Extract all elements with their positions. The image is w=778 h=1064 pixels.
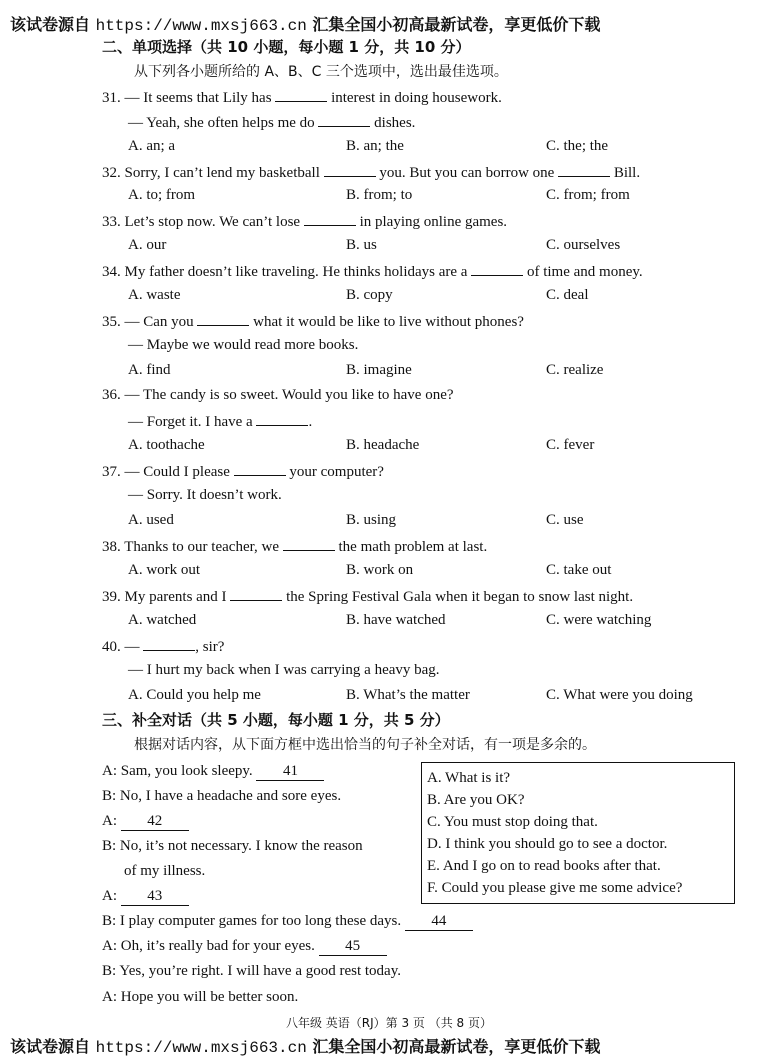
- question-text: of time and money.: [526, 264, 643, 280]
- blank-45: 45: [319, 937, 387, 956]
- top-watermark: [10, 12, 600, 35]
- question-text: Sorry, I can’t lend my basketball: [124, 165, 320, 181]
- dialogue-line-9: B: Yes, you’re right. I will have a good rest today.: [102, 963, 401, 979]
- question-text: —: [124, 639, 140, 655]
- question-text: — Could I please: [124, 464, 230, 480]
- question-text: Thanks to our teacher, we: [124, 539, 279, 555]
- answer-blank: [318, 112, 370, 127]
- question-38-line1: [102, 536, 487, 556]
- question-text: what it would be like to live without phones?: [253, 314, 524, 330]
- question-36-line2: [128, 411, 312, 431]
- option-c: C. were watching: [546, 612, 652, 628]
- question-number: 36.: [102, 387, 121, 403]
- question-text: the math problem at last.: [338, 539, 488, 555]
- answer-blank: [283, 536, 335, 551]
- question-number: 31.: [102, 90, 121, 106]
- option-c: C. use: [546, 512, 584, 528]
- dialogue-text: A:: [102, 888, 117, 904]
- section3-title: 三、补全对话（共 5 小题，每小题 1 分，共 5 分）: [102, 711, 450, 729]
- question-40-line1: [102, 636, 224, 656]
- option-b: B. have watched: [346, 612, 446, 628]
- answer-blank: [197, 311, 249, 326]
- question-text: .: [308, 414, 313, 430]
- answer-blank: [471, 261, 523, 276]
- box-option-c: C. You must stop doing that.: [427, 814, 598, 830]
- blank-44: 44: [405, 912, 473, 931]
- question-text: interest in doing housework.: [331, 90, 502, 106]
- question-text: Bill.: [613, 165, 641, 181]
- dialogue-line-3: [102, 812, 189, 831]
- option-a: A. our: [128, 237, 167, 253]
- question-text: you. But you can borrow one: [379, 165, 555, 181]
- dialogue-text: A: Sam, you look sleepy.: [102, 763, 253, 779]
- option-b: B. copy: [346, 287, 393, 303]
- option-a: A. used: [128, 512, 174, 528]
- question-text: , sir?: [195, 639, 225, 655]
- question-text: your computer?: [289, 464, 384, 480]
- option-c: C. from; from: [546, 187, 630, 203]
- dialogue-text: A: Oh, it’s really bad for your eyes.: [102, 938, 315, 954]
- watermark-suffix: 汇集全国小初高最新试卷，享更低价下载: [312, 1037, 601, 1056]
- question-33-line1: [102, 211, 507, 231]
- question-39-line1: [102, 586, 633, 606]
- bottom-watermark: [10, 1034, 600, 1057]
- option-c: C. fever: [546, 437, 595, 453]
- option-b: B. headache: [346, 437, 420, 453]
- question-34-line1: [102, 261, 643, 281]
- dialogue-line-5: of my illness.: [124, 863, 206, 879]
- answer-blank: [304, 211, 356, 226]
- option-a: A. waste: [128, 287, 181, 303]
- question-31-line1: [102, 87, 502, 107]
- section3-instruction: 根据对话内容，从下面方框中选出恰当的句子补全对话，有一项是多余的。: [134, 737, 596, 753]
- option-c: C. take out: [546, 562, 612, 578]
- question-text: — It seems that Lily has: [124, 90, 272, 106]
- question-35-line1: [102, 311, 524, 331]
- question-number: 35.: [102, 314, 121, 330]
- watermark-prefix: 该试卷源自: [10, 15, 91, 34]
- dialogue-line-8: [102, 937, 387, 956]
- option-b: B. from; to: [346, 187, 413, 203]
- question-31-line2: [128, 112, 415, 132]
- option-c: C. the; the: [546, 138, 609, 154]
- question-32-line1: [102, 162, 640, 182]
- box-option-a: A. What is it?: [427, 770, 511, 786]
- question-text: the Spring Festival Gala when it began to snow last night.: [286, 589, 634, 605]
- question-number: 34.: [102, 264, 121, 280]
- option-c: C. What were you doing: [546, 687, 693, 703]
- box-option-b: B. Are you OK?: [427, 792, 525, 808]
- question-number: 38.: [102, 539, 121, 555]
- option-b: B. using: [346, 512, 397, 528]
- dialogue-line-1: [102, 762, 324, 781]
- dialogue-line-10: A: Hope you will be better soon.: [102, 989, 299, 1005]
- option-b: B. work on: [346, 562, 414, 578]
- question-number: 37.: [102, 464, 121, 480]
- question-text: dishes.: [374, 115, 416, 131]
- watermark-suffix: 汇集全国小初高最新试卷，享更低价下载: [312, 15, 601, 34]
- question-text: — Yeah, she often helps me do: [128, 115, 315, 131]
- dialogue-text: B: I play computer games for too long these days.: [102, 913, 402, 929]
- options-box: [421, 762, 735, 904]
- watermark-url[interactable]: https://www.mxsj663.cn: [95, 1039, 307, 1057]
- question-text: My father doesn’t like traveling. He thinks holidays are a: [124, 264, 468, 280]
- option-c: C. ourselves: [546, 237, 621, 253]
- dialogue-line-4: B: No, it’s not necessary. I know the reason: [102, 838, 363, 854]
- question-40-line2: — I hurt my back when I was carrying a heavy bag.: [128, 662, 440, 678]
- question-text: My parents and I: [124, 589, 227, 605]
- watermark-prefix: 该试卷源自: [10, 1037, 91, 1056]
- answer-blank: [143, 636, 195, 651]
- page-footer: 八年级 英语（RJ）第 3 页 （共 8 页）: [285, 1016, 493, 1030]
- answer-blank: [256, 411, 308, 426]
- option-a: A. work out: [128, 562, 201, 578]
- answer-blank: [558, 162, 610, 177]
- question-number: 32.: [102, 165, 121, 181]
- answer-blank: [234, 461, 286, 476]
- question-37-line1: [102, 461, 384, 481]
- blank-42: 42: [121, 812, 189, 831]
- blank-43: 43: [121, 887, 189, 906]
- option-b: B. us: [346, 237, 377, 253]
- watermark-url[interactable]: https://www.mxsj663.cn: [95, 17, 307, 35]
- question-text: — The candy is so sweet. Would you like to have one?: [124, 387, 454, 403]
- question-number: 39.: [102, 589, 121, 605]
- question-35-line2: — Maybe we would read more books.: [128, 337, 359, 353]
- question-text: in playing online games.: [359, 214, 508, 230]
- option-c: C. realize: [546, 362, 604, 378]
- option-b: B. What’s the matter: [346, 687, 470, 703]
- option-a: A. an; a: [128, 138, 176, 154]
- answer-blank: [230, 586, 282, 601]
- dialogue-line-7: [102, 912, 473, 931]
- option-c: C. deal: [546, 287, 589, 303]
- question-text: Let’s stop now. We can’t lose: [124, 214, 301, 230]
- blank-41: 41: [256, 762, 324, 781]
- dialogue-line-2: B: No, I have a headache and sore eyes.: [102, 788, 342, 804]
- dialogue-line-6: [102, 887, 189, 906]
- question-36-line1: [102, 386, 454, 404]
- question-number: 33.: [102, 214, 121, 230]
- section2-title: 二、单项选择（共 10 小题，每小题 1 分，共 10 分）: [102, 38, 471, 56]
- section2-instruction: 从下列各小题所给的 A、B、C 三个选项中，选出最佳选项。: [134, 64, 508, 80]
- option-a: A. toothache: [128, 437, 205, 453]
- question-37-line2: — Sorry. It doesn’t work.: [128, 487, 282, 503]
- box-option-f: F. Could you please give me some advice?: [427, 880, 683, 896]
- answer-blank: [275, 87, 327, 102]
- box-option-d: D. I think you should go to see a doctor.: [427, 836, 668, 852]
- option-b: B. imagine: [346, 362, 412, 378]
- question-text: — Can you: [124, 314, 194, 330]
- question-text: — Forget it. I have a: [128, 414, 253, 430]
- box-option-e: E. And I go on to read books after that.: [427, 858, 661, 874]
- option-a: A. find: [128, 362, 171, 378]
- dialogue-text: A:: [102, 813, 117, 829]
- option-b: B. an; the: [346, 138, 404, 154]
- option-a: A. to; from: [128, 187, 196, 203]
- answer-blank: [324, 162, 376, 177]
- option-a: A. Could you help me: [128, 687, 261, 703]
- question-number: 40.: [102, 639, 121, 655]
- option-a: A. watched: [128, 612, 197, 628]
